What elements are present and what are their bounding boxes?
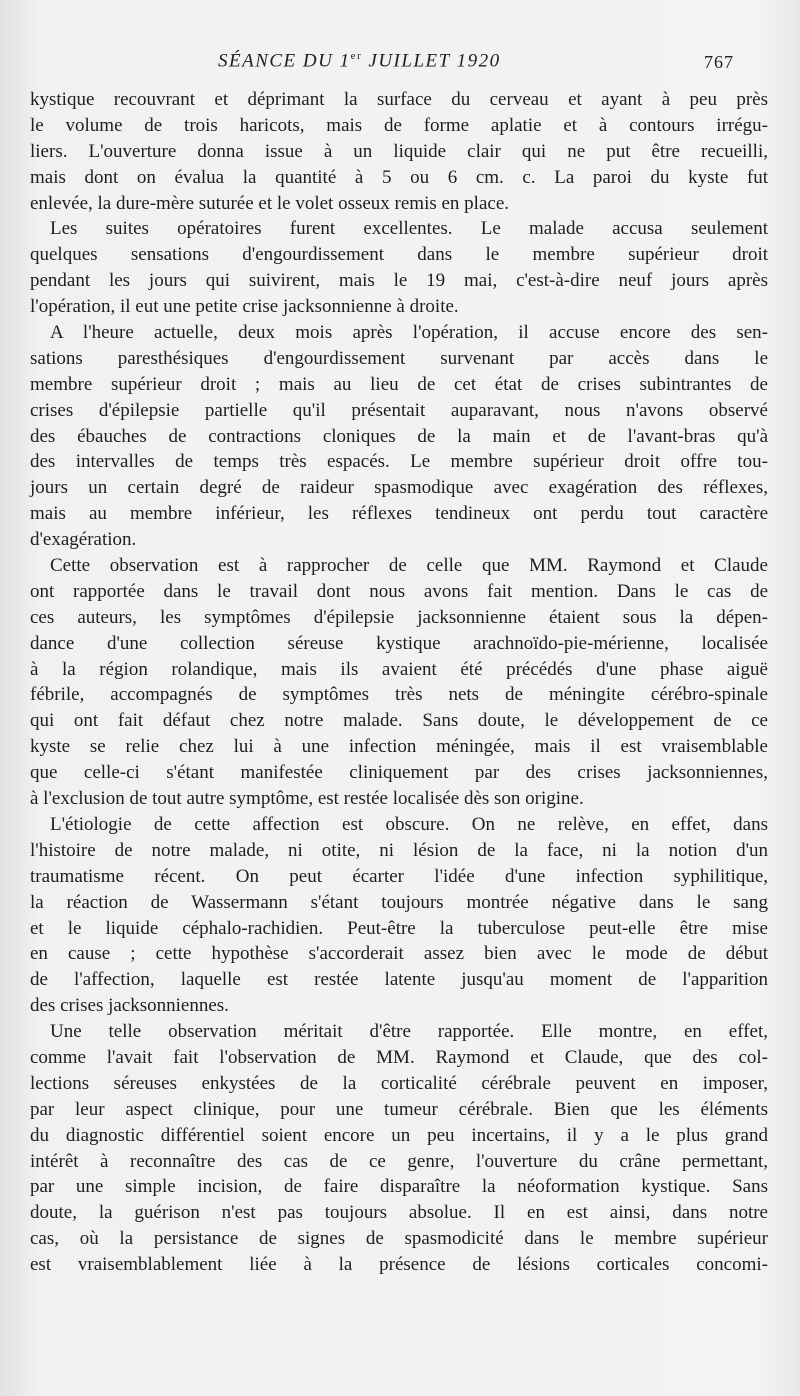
running-head-date: JUILLET 1920 (362, 50, 501, 72)
text-line: qui ont fait défaut chez notre malade. Sans doute, le développement de ce (30, 710, 768, 732)
text-line: lections séreuses enkystées de la corticalité cérébrale peuvent en imposer, (30, 1072, 768, 1094)
text-line: du diagnostic différentiel soient encore un peu incertains, il y a le plus grand (30, 1124, 768, 1146)
text-line: des crises jacksonniennes. (30, 995, 229, 1017)
text-line: doute, la guérison n'est pas toujours absolue. Il en est ainsi, dans notre (30, 1202, 768, 1224)
text-line: des intervalles de temps très espacés. Le membre supérieur droit offre tou- (30, 451, 768, 473)
text-line: des ébauches de contractions cloniques de la main et de l'avant-bras qu'à (30, 425, 768, 447)
page-number: 767 (704, 52, 734, 72)
text-line: Les suites opératoires furent excellentes. Le malade accusa seulement (50, 218, 768, 240)
text-line: l'opération, il eut une petite crise jacksonnienne à droite. (30, 296, 459, 318)
text-line: que celle-ci s'étant manifestée cliniquement par des crises jacksonniennes, (30, 762, 768, 784)
text-line: par leur aspect clinique, pour une tumeur cérébrale. Bien que les éléments (30, 1098, 768, 1120)
text-line: L'étiologie de cette affection est obscure. On ne relève, en effet, dans (50, 813, 768, 835)
running-head (218, 50, 501, 72)
text-line: membre supérieur droit ; mais au lieu de cet état de crises subintrantes de (30, 373, 768, 395)
text-line: kyste se relie chez lui à une infection méningée, mais il est vraisemblable (30, 736, 768, 758)
text-line: est vraisemblablement liée à la présence de lésions corticales concomi- (30, 1254, 768, 1276)
text-line: le volume de trois haricots, mais de forme aplatie et à contours irrégu- (30, 114, 768, 136)
text-line: pendant les jours qui suivirent, mais le 19 mai, c'est-à-dire neuf jours après (30, 270, 768, 292)
text-line: cas, où la persistance de signes de spasmodicité dans le membre supérieur (30, 1228, 768, 1250)
text-line: mais au membre inférieur, les réflexes tendineux ont perdu tout caractère (30, 503, 768, 525)
text-line: crises d'épilepsie partielle qu'il présentait auparavant, nous n'avons observé (30, 399, 768, 421)
ordinal-superscript: er (350, 50, 363, 62)
body-text (30, 87, 768, 1278)
text-line: à l'exclusion de tout autre symptôme, est restée localisée dès son origine. (30, 788, 584, 810)
text-line: liers. L'ouverture donna issue à un liquide clair qui ne put être recueilli, (30, 140, 768, 162)
text-line: en cause ; cette hypothèse s'accorderait assez bien avec le mode de début (30, 943, 768, 965)
text-line: d'exagération. (30, 529, 137, 551)
text-line: l'histoire de notre malade, ni otite, ni lésion de la face, ni la notion d'un (30, 839, 768, 861)
text-line: dance d'une collection séreuse kystique arachnoïdo-pie-mérienne, localisée (30, 632, 768, 654)
text-line: intérêt à reconnaître des cas de ce genre, l'ouverture du crâne permettant, (30, 1150, 768, 1172)
text-line: A l'heure actuelle, deux mois après l'opération, il accuse encore des sen- (50, 322, 768, 344)
text-line: et le liquide céphalo-rachidien. Peut-être la tuberculose peut-elle être mise (30, 917, 768, 939)
text-line: jours un certain degré de raideur spasmodique avec exagération des réflexes, (30, 477, 768, 499)
text-line: sations paresthésiques d'engourdissement survenant par accès dans le (30, 347, 768, 369)
text-line: Cette observation est à rapprocher de celle que MM. Raymond et Claude (50, 555, 768, 577)
text-line: fébrile, accompagnés de symptômes très nets de méningite cérébro-spinale (30, 684, 768, 706)
text-line: mais dont on évalua la quantité à 5 ou 6 cm. c. La paroi du kyste fut (30, 166, 768, 188)
text-line: ont rapportée dans le travail dont nous avons fait mention. Dans le cas de (30, 580, 768, 602)
page-header (0, 50, 800, 78)
text-line: Une telle observation méritait d'être rapportée. Elle montre, en effet, (50, 1021, 768, 1043)
text-line: enlevée, la dure-mère suturée et le volet osseux remis en place. (30, 192, 510, 214)
text-line: quelques sensations d'engourdissement dans le membre supérieur droit (30, 244, 768, 266)
text-line: de l'affection, laquelle est restée latente jusqu'au moment de l'apparition (30, 969, 768, 991)
text-line: ces auteurs, les symptômes d'épilepsie jacksonnienne étaient sous la dépen- (30, 606, 768, 628)
text-line: la réaction de Wassermann s'étant toujours montrée négative dans le sang (30, 891, 768, 913)
text-line: kystique recouvrant et déprimant la surface du cerveau et ayant à peu près (30, 89, 768, 110)
text-line: comme l'avait fait l'observation de MM. Raymond et Claude, que des col- (30, 1046, 768, 1068)
text-line: à la région rolandique, mais ils avaient été précédés d'une phase aiguë (30, 658, 768, 680)
running-head-main: SÉANCE DU 1 (218, 50, 351, 72)
text-line: traumatisme récent. On peut écarter l'idée d'une infection syphilitique, (30, 865, 768, 887)
text-line: par une simple incision, de faire disparaître la néoformation kystique. Sans (30, 1176, 768, 1198)
